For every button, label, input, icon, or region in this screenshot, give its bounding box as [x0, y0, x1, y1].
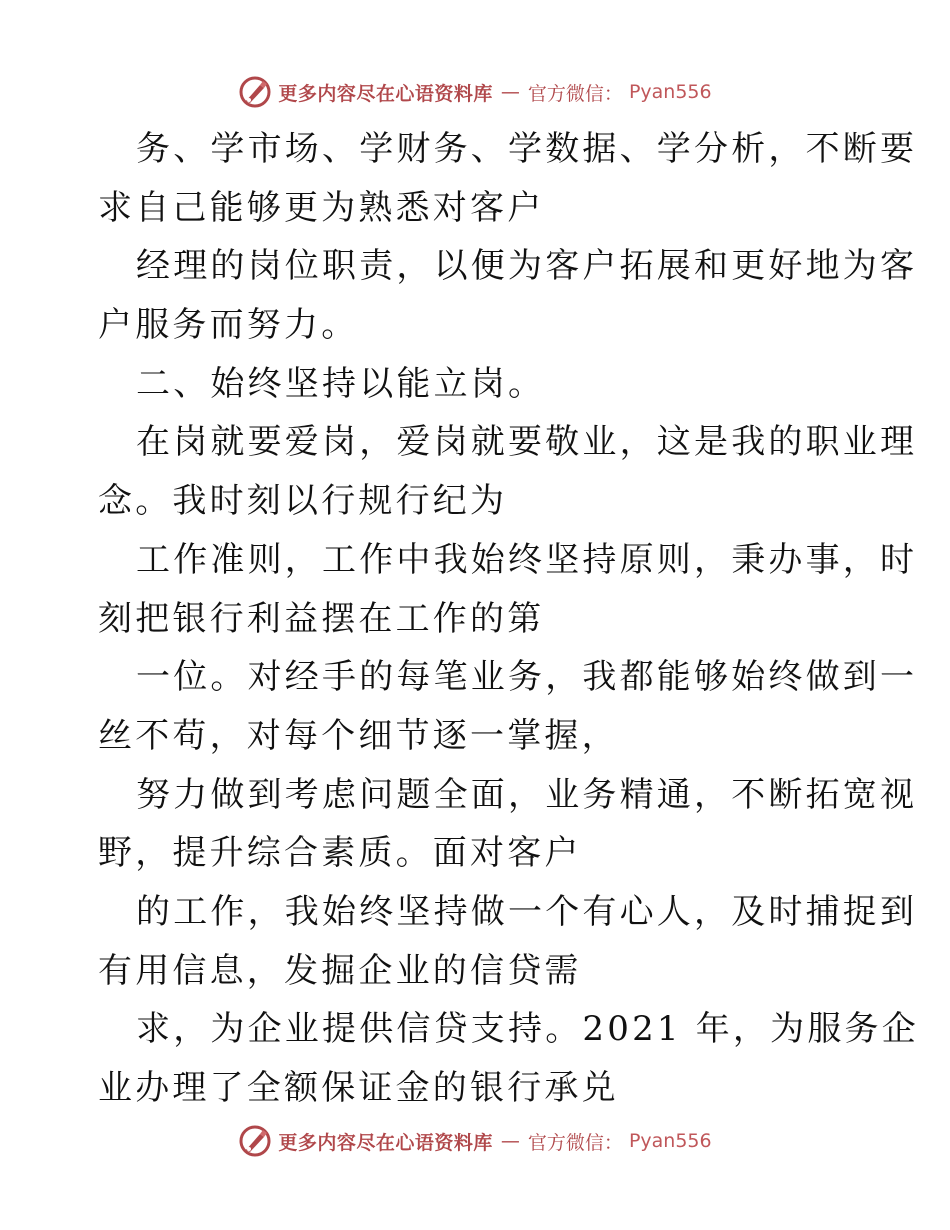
watermark-wechat-id: Pyan556	[628, 1130, 712, 1152]
text-line: 工作准则，工作中我始终坚持原则，秉办事，时	[136, 539, 918, 580]
pen-logo-icon	[238, 75, 272, 109]
header-watermark	[0, 72, 950, 112]
text-line: 业办理了全额保证金的银行承兑	[98, 1068, 619, 1108]
text-line: 务、学市场、学财务、学数据、学分析，不断要	[136, 129, 918, 169]
text-line: 户服务而努力。	[98, 305, 359, 346]
section-heading: 二、始终坚持以能立岗。	[136, 363, 546, 404]
text-line: 丝不苟，对每个细节逐一掌握，	[98, 715, 619, 756]
watermark-dash: —	[500, 1130, 520, 1152]
watermark-dash: —	[500, 81, 520, 103]
watermark-wechat-id: Pyan556	[628, 81, 712, 103]
text-line: 在岗就要爱岗，爱岗就要敬业，这是我的职业理	[136, 422, 918, 463]
text-line: 一位。对经手的每笔业务，我都能够始终做到一	[136, 657, 918, 698]
watermark-label: 官方微信：	[527, 82, 623, 105]
text-line: 有用信息，发掘企业的信贷需	[98, 950, 582, 991]
text-line: 的工作，我始终坚持做一个有心人，及时捕捉到	[136, 891, 918, 932]
watermark-text: 更多内容尽在心语资料库	[278, 1131, 493, 1154]
text-line: 念。我时刻以行规行纪为	[98, 481, 508, 522]
text-line: 经理的岗位职责，以便为客户拓展和更好地为客	[136, 246, 918, 287]
watermark-text: 更多内容尽在心语资料库	[278, 82, 493, 105]
text-line: 刻把银行利益摆在工作的第	[98, 598, 545, 639]
document-body	[98, 120, 919, 1118]
text-line: 努力做到考虑问题全面，业务精通，不断拓宽视	[136, 774, 918, 815]
text-line: 野，提升综合素质。面对客户	[98, 833, 582, 874]
watermark-label: 官方微信：	[527, 1131, 623, 1154]
pen-logo-icon	[238, 1124, 272, 1158]
text-line: 求自己能够更为熟悉对客户	[98, 187, 545, 228]
text-line: 求，为企业提供信贷支持。2021 年，为服务企	[136, 1009, 919, 1050]
footer-watermark	[0, 1121, 950, 1161]
